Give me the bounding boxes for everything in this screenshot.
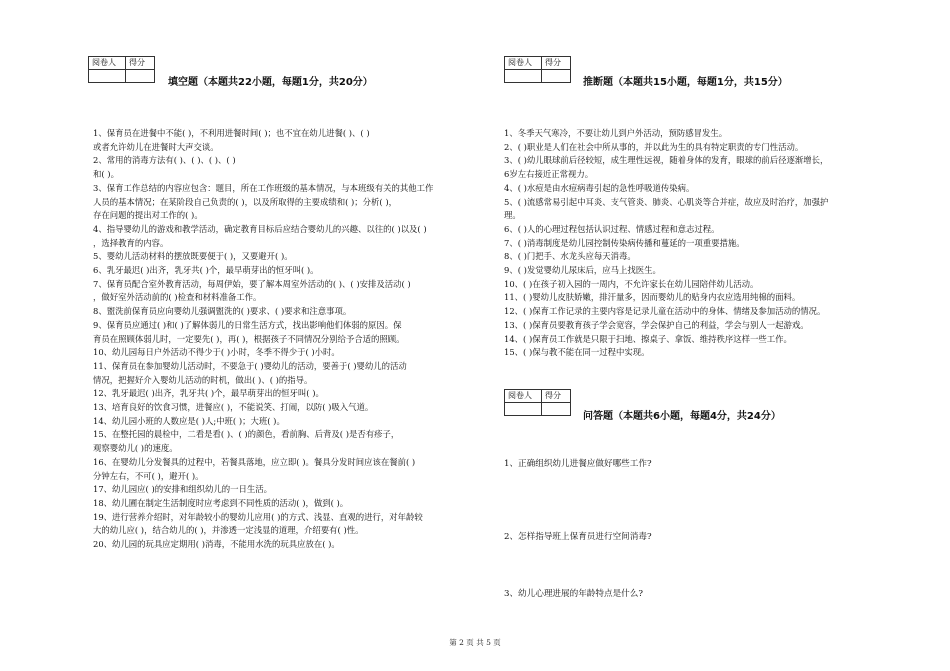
page-footer: 第 2 页 共 5 页 xyxy=(449,638,501,647)
question-line: 10、( )在孩子初入园的一周内，不允许家长在幼儿园陪伴幼儿活动。 xyxy=(504,278,759,289)
question-line: 9、( )发觉婴幼儿尿床后，应马上找医生。 xyxy=(504,265,661,276)
question-line: 5、( )流感常易引起中耳炎、支气管炎、肺炎、心肌炎等合并症，故应及时治疗，加强护 xyxy=(504,196,829,207)
question-line: 或者允许幼儿在进餐时大声交谈。 xyxy=(93,141,219,152)
question-line: 3、保育工作总结的内容应包含：题目，所在工作班级的基本情况，与本班级有关的其他工作 xyxy=(93,182,434,193)
question-line: 15、( )保与教不能在同一过程中实现。 xyxy=(504,347,650,358)
question-line: 15、在整托园的晨检中，二看是看( )、( )的颜色，看前胸、后背及( )是否有疹子， xyxy=(93,429,400,440)
reviewer-cell xyxy=(505,403,542,416)
question-line: 20、幼儿园的玩具应定期用( )消毒，不能用水洗的玩具应放在( )。 xyxy=(93,539,340,550)
question-line: 育员在照顾体弱儿时，一定要先( )，再( )，根据孩子不同情况分别给予合适的照顾。 xyxy=(93,333,405,344)
question-line: ，做好室外活动前的( )检查和材料准备工作。 xyxy=(93,292,262,303)
reviewer-label: 阅卷人 xyxy=(505,390,542,403)
question-line: 7、( )消毒制度是幼儿园控制传染病传播和蔓延的一项重要措施。 xyxy=(504,237,745,248)
question-line: 12、( )保育工作记录的主要内容是记录儿童在活动中的身体、情绪及参加活动的情况。 xyxy=(504,306,826,317)
question-line: 11、保育员在参加婴幼儿活动时，不要急于( )婴幼儿的活动，要善于( )婴幼儿的活动 xyxy=(93,360,407,371)
score-cell xyxy=(126,70,155,83)
score-label: 得分 xyxy=(542,390,571,403)
question-line: 情况，把握好介入婴幼儿活动的时机，做出( )、( )的指导。 xyxy=(93,374,313,385)
question-line: 13、( )保育员要教育孩子学会宽容，学会保护自己的利益，学会与别人一起游戏。 xyxy=(504,319,809,330)
fill-blank-question-list xyxy=(93,127,433,552)
question-line: 存在问题的提出对工作的( )。 xyxy=(93,210,203,221)
question-line: 分钟左右，不可( )，避开( )。 xyxy=(93,470,204,481)
essay-question-3: 3、幼儿心理进展的年龄特点是什么? xyxy=(504,589,643,599)
essay-question-1: 1、正确组织幼儿进餐应做好哪些工作? xyxy=(504,459,652,469)
question-line: 16、在婴幼儿分发餐具的过程中，若餐具落地，应立即( )。餐具分发时间应该在餐前( ) xyxy=(93,456,416,467)
question-line: 14、( )保育员工作就是只限于扫地、擦桌子、拿饭、维持秩序这样一些工作。 xyxy=(504,333,792,344)
question-line: 6岁左右接近正常视力。 xyxy=(504,169,594,180)
question-line: 12、乳牙最迟( )出齐，乳牙共( )个，最早萌芽出的恒牙叫( )。 xyxy=(93,388,324,399)
question-line: 13、培育良好的饮食习惯，进餐应( )，不能说笑、打闹，以防( )吸入气道。 xyxy=(93,402,374,413)
reviewer-label: 阅卷人 xyxy=(505,57,542,70)
reviewer-cell xyxy=(89,70,126,83)
reviewer-label: 阅卷人 xyxy=(89,57,126,70)
question-line: 大的幼儿应( )，结合幼儿的( )，并渗透一定浅显的道理，介绍要有( )性。 xyxy=(93,525,364,536)
score-cell xyxy=(542,403,571,416)
essay-question-2: 2、怎样指导班上保育员进行空间消毒? xyxy=(504,532,652,542)
question-line: 9、保育员应通过( )和( )了解体弱儿的日常生活方式，找出影响他们体弱的原因。保 xyxy=(93,319,402,330)
question-line: 11、( )婴幼儿皮肤娇嫩，排汗量多，因而婴幼儿的贴身内衣应选用纯棉的面料。 xyxy=(504,292,801,303)
reviewer-cell xyxy=(505,70,542,83)
question-line: 8、盥洗前保育员应向婴幼儿强调盥洗的( )要求、( )要求和注意事项。 xyxy=(93,306,352,317)
question-line: 理。 xyxy=(504,210,521,221)
question-line: 6、乳牙最迟( )出齐，乳牙共( )个，最早萌芽出的恒牙叫( )。 xyxy=(93,265,319,276)
score-label: 得分 xyxy=(542,57,571,70)
question-line: 19、进行营养介绍时，对年龄较小的婴幼儿应用( )的方式、浅显、直观的进行，对年龄较 xyxy=(93,511,423,522)
question-line: 观察婴幼儿( )的速度。 xyxy=(93,443,178,454)
score-box-essay xyxy=(504,389,571,416)
question-line: 3、( )幼儿眼球前后径较短，成生理性远视，随着身体的发育，眼球的前后径逐渐增长， xyxy=(504,155,829,166)
question-line: 1、保育员在进餐中不能( )，不利用进餐时间( )；也不宜在幼儿进餐( )、( ) xyxy=(93,128,370,138)
question-line: 2、( )职业是人们在社会中所从事的，并以此为生的具有特定职责的专门性活动。 xyxy=(504,141,804,152)
question-line: 2、常用的消毒方法有( )、( )、( )、( ) xyxy=(93,155,236,166)
score-box-judgement xyxy=(504,56,571,83)
question-line: 8、( )门把手、水龙头应每天消毒。 xyxy=(504,251,636,262)
question-line: 17、幼儿园应( )的安排和组织幼儿的一日生活。 xyxy=(93,484,272,495)
question-line: 和( )。 xyxy=(93,169,119,180)
score-cell xyxy=(542,70,571,83)
question-line: 1、冬季天气寒冷，不要让幼儿到户外活动，预防感冒发生。 xyxy=(504,128,728,138)
question-line: 10、幼儿园每日户外活动不得少于( )小时，冬季不得少于( )小时。 xyxy=(93,347,340,358)
question-line: 4、( )水痘是由水痘病毒引起的急性呼吸道传染病。 xyxy=(504,182,695,193)
question-line: ，选择教育的内容。 xyxy=(93,237,169,248)
essay-title: 问答题（本题共6小题，每题4分，共24分） xyxy=(583,411,781,422)
score-box-fill-blank xyxy=(88,56,155,83)
fill-blank-title: 填空题（本题共22小题，每题1分，共20分） xyxy=(168,77,373,88)
question-line: 14、幼儿园小班的人数应是( )人;中班( )；大班( )。 xyxy=(93,415,285,426)
question-line: 7、保育员配合室外教育活动，每周伊始，要了解本周室外活动的( )、( )安排及活动( ) xyxy=(93,278,411,289)
question-line: 人员的基本情况；在某阶段自己负责的( )，以及所取得的主要成绩和( )；分析( )， xyxy=(93,196,397,207)
score-label: 得分 xyxy=(126,57,155,70)
judgement-title: 推断题（本题共15小题，每题1分，共15分） xyxy=(583,77,788,88)
question-line: 6、( )人的心理过程包括认识过程、情感过程和意志过程。 xyxy=(504,223,720,234)
question-line: 18、幼儿圃在制定生活制度时应考虑到不同性质的活动( )，做到( )。 xyxy=(93,497,349,508)
question-line: 5、婴幼儿活动材料的摆放既要便于( )，又要避开( )。 xyxy=(93,251,293,262)
question-line: 4、指导婴幼儿的游戏和教学活动，确定教育目标后应结合婴幼儿的兴趣、以往的( )以及( ) xyxy=(93,223,427,234)
judgement-question-list xyxy=(504,127,828,360)
